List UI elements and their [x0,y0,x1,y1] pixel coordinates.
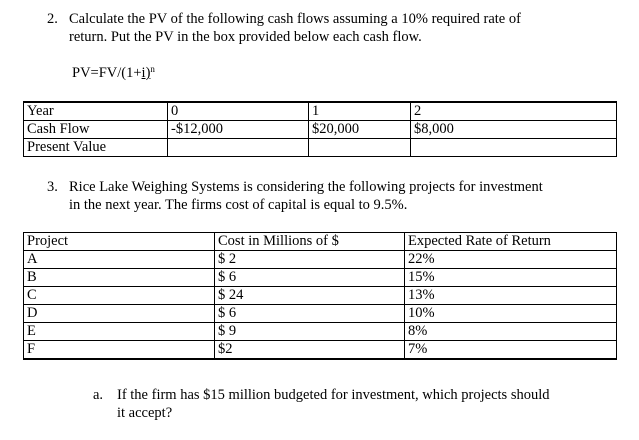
project-row [24,323,617,341]
pv-formula-i: i) [141,65,151,81]
project-row [24,287,617,305]
cashflow-row [24,139,617,157]
project-column-header: Project [24,233,215,251]
q3-number: 3. [47,179,58,195]
cashflow-cell[interactable] [309,139,411,157]
q3-text-line2: in the next year. The firms cost of capital is equal to 9.5%. [69,197,408,213]
q2-text-line2: return. Put the PV in the box provided below each cash flow. [69,29,422,45]
cashflow-cell: 0 [168,102,309,121]
qa-text-line1: If the firm has $15 million budgeted for investment, which projects should [117,387,550,403]
project-cell: $ 9 [215,323,405,341]
project-cell: $2 [215,341,405,360]
project-cell: 15% [405,269,617,287]
project-cell: $ 24 [215,287,405,305]
project-cell: C [24,287,215,305]
project-cell: $ 6 [215,269,405,287]
q2-text-line1: Calculate the PV of the following cash flows assuming a 10% required rate of [69,11,521,27]
project-cell: A [24,251,215,269]
cashflow-cell: -$12,000 [168,121,309,139]
pv-formula [72,65,155,82]
project-table [23,232,617,360]
project-cell: $ 6 [215,305,405,323]
pv-formula-exponent: n [150,64,155,74]
q3-text-line1: Rice Lake Weighing Systems is considering the following projects for investment [69,179,543,195]
project-row [24,341,617,360]
project-header-row [24,233,617,251]
qa-text-line2: it accept? [117,405,173,421]
project-cell: F [24,341,215,360]
cashflow-cell: $20,000 [309,121,411,139]
project-cell: D [24,305,215,323]
q2-number: 2. [47,11,58,27]
cashflow-row [24,102,617,121]
cashflow-cell: 1 [309,102,411,121]
project-cell: 7% [405,341,617,360]
cashflow-row-label: Year [24,102,168,121]
project-cell: 13% [405,287,617,305]
cashflow-row-label: Cash Flow [24,121,168,139]
cashflow-row-label: Present Value [24,139,168,157]
project-cell: $ 2 [215,251,405,269]
cashflow-row [24,121,617,139]
cashflow-cell[interactable] [168,139,309,157]
project-cell: 22% [405,251,617,269]
cashflow-cell: $8,000 [411,121,617,139]
project-column-header: Cost in Millions of $ [215,233,405,251]
cashflow-cell[interactable] [411,139,617,157]
project-row [24,305,617,323]
project-cell: 8% [405,323,617,341]
project-column-header: Expected Rate of Return [405,233,617,251]
project-row [24,251,617,269]
cashflow-table [23,101,617,157]
project-cell: 10% [405,305,617,323]
project-cell: E [24,323,215,341]
cashflow-cell: 2 [411,102,617,121]
pv-formula-base: PV=FV/(1+ [72,65,142,81]
qa-letter: a. [93,387,104,403]
project-cell: B [24,269,215,287]
project-row [24,269,617,287]
